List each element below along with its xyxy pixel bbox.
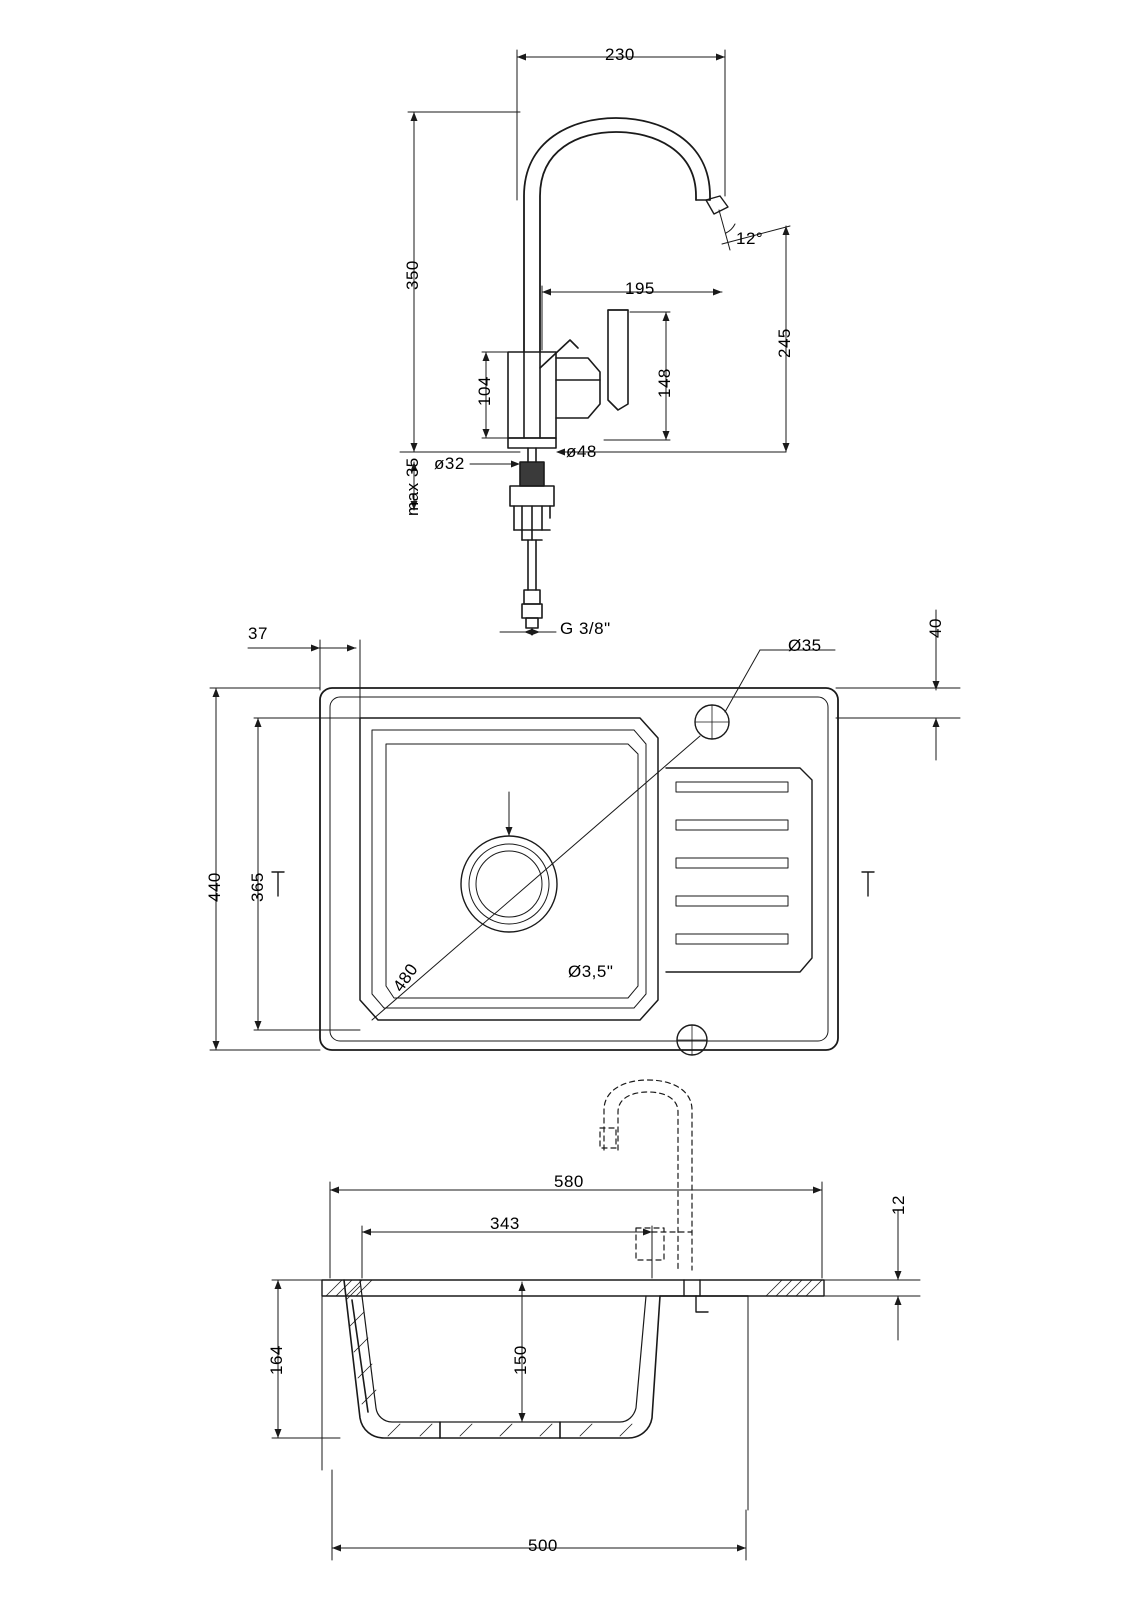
sink-overflow-hole [677, 1025, 707, 1055]
dim-label-12-degrees: 12° [736, 229, 764, 248]
dim-12 [824, 1210, 920, 1340]
dim-label-195: 195 [625, 279, 655, 298]
section-bowl [344, 1280, 660, 1438]
dim-label-500: 500 [528, 1536, 558, 1555]
section-hatch-left [326, 1280, 372, 1296]
dim-g38 [500, 629, 556, 636]
section-faucet-ghost [600, 1080, 692, 1270]
dim-label-40: 40 [926, 618, 945, 638]
section-countertop [322, 1280, 824, 1510]
sink-waste [461, 836, 557, 932]
dim-480 [372, 736, 700, 1020]
sink-drainer [666, 768, 812, 972]
dim-o32 [470, 461, 520, 468]
dim-label-waste: Ø3,5" [568, 962, 614, 981]
section-drainer [660, 1280, 748, 1312]
dim-label-12: 12 [889, 1195, 908, 1215]
sink-tap-hole [695, 650, 835, 739]
center-marks [272, 872, 874, 896]
dim-label-350: 350 [403, 260, 422, 290]
dim-label-230: 230 [605, 45, 635, 64]
dim-label-104: 104 [475, 376, 494, 406]
dim-label-o35: Ø35 [788, 636, 822, 655]
dim-label-g38: G 3/8" [560, 619, 611, 638]
dim-365 [254, 718, 360, 1030]
dim-37 [248, 640, 360, 718]
dim-label-148: 148 [655, 368, 674, 398]
sink-top-outline [320, 688, 838, 1050]
dim-label-max35: max 35 [403, 457, 422, 516]
section-bowl-hatch [346, 1286, 632, 1436]
faucet-base [508, 438, 556, 628]
section-hatch-right [766, 1280, 822, 1296]
dim-waste-leader [506, 792, 513, 836]
dim-580 [330, 1182, 822, 1278]
dim-label-245: 245 [775, 328, 794, 358]
dim-440 [210, 688, 320, 1050]
dim-label-440: 440 [205, 872, 224, 902]
dim-label-580: 580 [554, 1172, 584, 1191]
dim-343 [362, 1226, 652, 1278]
dim-245 [560, 226, 790, 452]
dim-label-164: 164 [267, 1345, 286, 1375]
dim-label-343: 343 [490, 1214, 520, 1233]
dim-label-37: 37 [248, 624, 268, 643]
dim-label-480: 480 [389, 959, 422, 996]
dim-label-150: 150 [511, 1345, 530, 1375]
faucet-aerator [696, 196, 728, 214]
dim-label-o48: ø48 [566, 442, 597, 461]
dim-label-o32: ø32 [434, 454, 465, 473]
faucet-spout [524, 118, 710, 352]
dim-label-365: 365 [248, 872, 267, 902]
faucet-body [508, 310, 628, 438]
